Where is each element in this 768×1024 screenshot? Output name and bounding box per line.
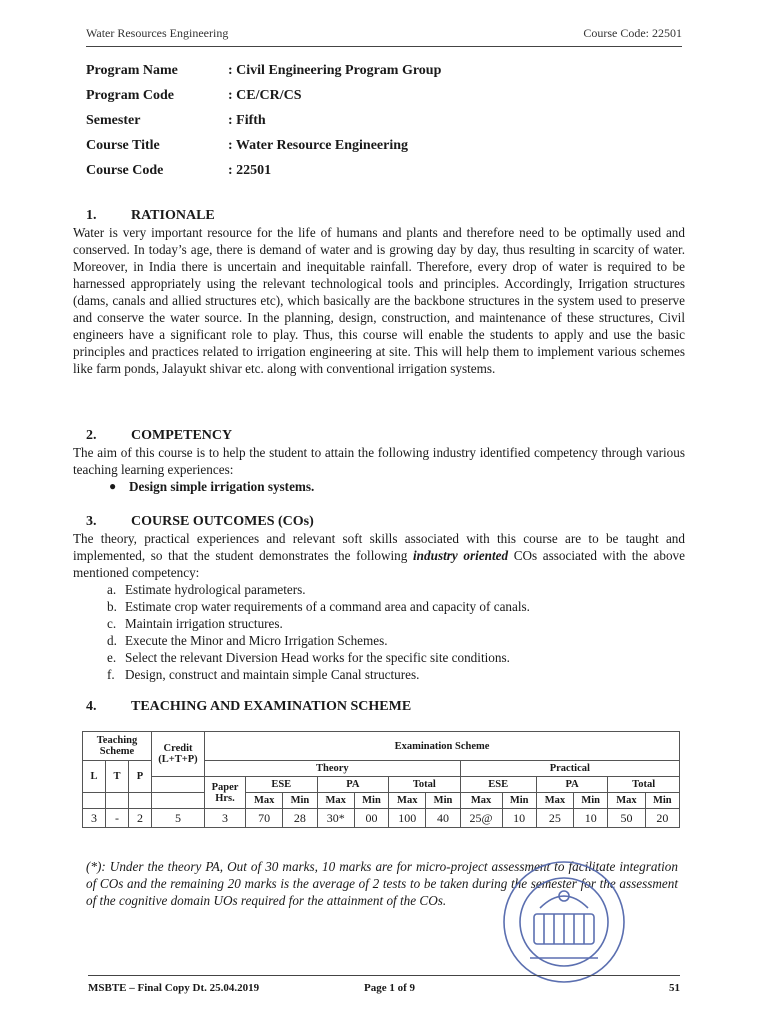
- list-item: [107, 649, 685, 666]
- scheme-heading: [73, 698, 685, 715]
- cell: 28: [283, 809, 317, 828]
- cell: 3: [83, 809, 106, 828]
- th-theory-total: Total: [389, 777, 461, 793]
- th-max: Max: [536, 793, 573, 809]
- info-value: : Fifth: [228, 113, 266, 128]
- cell: 10: [574, 809, 608, 828]
- info-value: : Civil Engineering Program Group: [228, 63, 442, 78]
- footer-doc-page: 51: [669, 982, 680, 994]
- th-max: Max: [246, 793, 283, 809]
- scheme-note: (*): Under the theory PA, Out of 30 marks, 10 marks are for micro-project assessment to facilitate integration of COs and the remaining 20 marks is the average of 2 tests to be taken during the semester for the assessment of the cognitive domain UOs required for the attainment of the COs.: [86, 859, 678, 909]
- th-max: Max: [389, 793, 426, 809]
- th-practical: Practical: [460, 761, 679, 777]
- page-header: [86, 26, 682, 47]
- cell: 100: [389, 809, 426, 828]
- info-key: Course Code: [86, 163, 164, 178]
- list-item: [107, 615, 685, 632]
- program-row: [86, 163, 686, 188]
- page-footer: [88, 975, 680, 998]
- th-spacer: [129, 793, 152, 809]
- section-title: COURSE OUTCOMES (COs): [131, 514, 314, 529]
- msbte-seal-icon: [500, 858, 628, 986]
- competency-text: The aim of this course is to help the student to attain the following industry identified competency through various teaching learning experiences:: [73, 445, 685, 477]
- th-theory: Theory: [205, 761, 461, 777]
- cell: 10: [502, 809, 536, 828]
- th-max: Max: [608, 793, 645, 809]
- program-row: [86, 88, 686, 113]
- list-item: [107, 581, 685, 598]
- list-letter: a.: [107, 582, 117, 597]
- th-examination-scheme: Examination Scheme: [205, 732, 680, 761]
- section-title: TEACHING AND EXAMINATION SCHEME: [131, 699, 412, 714]
- th-min: Min: [502, 793, 536, 809]
- list-text: Design, construct and maintain simple Canal structures.: [125, 667, 420, 682]
- section-number: 3.: [86, 514, 97, 529]
- bullet-text: Design simple irrigation systems.: [129, 479, 315, 494]
- section-title: COMPETENCY: [131, 428, 233, 443]
- cell: 00: [354, 809, 388, 828]
- th-max: Max: [317, 793, 354, 809]
- list-item: [107, 598, 685, 615]
- list-letter: f.: [107, 667, 115, 682]
- cell: 20: [645, 809, 679, 828]
- cell: 30*: [317, 809, 354, 828]
- cell: 40: [426, 809, 460, 828]
- header-title: Water Resources Engineering: [86, 26, 229, 40]
- list-text: Maintain irrigation structures.: [125, 616, 283, 631]
- cell: 2: [129, 809, 152, 828]
- info-key: Program Name: [86, 63, 178, 78]
- th-min: Min: [426, 793, 460, 809]
- outcomes-heading: [73, 513, 685, 530]
- rationale-section: [73, 207, 685, 377]
- th-practical-total: Total: [608, 777, 680, 793]
- cell: 3: [205, 809, 246, 828]
- th-paper-hrs: Paper Hrs.: [205, 777, 246, 809]
- cell: 5: [152, 809, 205, 828]
- th-practical-pa: PA: [536, 777, 608, 793]
- section-title: RATIONALE: [131, 208, 215, 223]
- outcomes-text-b: COs associated with the above mentioned competency:: [73, 548, 685, 580]
- outcomes-text-emphasis: industry oriented: [413, 548, 509, 563]
- program-info: [86, 63, 686, 188]
- outcomes-list: [73, 581, 685, 683]
- list-letter: c.: [107, 616, 117, 631]
- scheme-table: [82, 731, 680, 828]
- th-l: L: [83, 761, 106, 793]
- list-item: [107, 632, 685, 649]
- th-max: Max: [460, 793, 502, 809]
- section-number: 4.: [86, 699, 97, 714]
- info-key: Semester: [86, 113, 141, 128]
- list-letter: d.: [107, 633, 117, 648]
- list-text: Estimate crop water requirements of a command area and capacity of canals.: [125, 599, 530, 614]
- outcomes-text-a: The theory, practical experiences and relevant soft skills associated with this course are to be taught and implemented, so that the student demonstrates the following: [73, 531, 685, 563]
- th-t: T: [106, 761, 129, 793]
- th-min: Min: [574, 793, 608, 809]
- th-spacer: [152, 793, 205, 809]
- info-value: : Water Resource Engineering: [228, 138, 409, 153]
- th-theory-pa: PA: [317, 777, 389, 793]
- bullet-icon: ●: [109, 479, 117, 493]
- info-value: : CE/CR/CS: [228, 88, 302, 103]
- competency-heading: [73, 427, 685, 444]
- header-course-code: Course Code: 22501: [583, 26, 682, 40]
- footer-copy-date: MSBTE – Final Copy Dt. 25.04.2019: [88, 982, 260, 994]
- info-key: Course Title: [86, 138, 160, 153]
- rationale-heading: [73, 207, 685, 224]
- th-credit-spacer: [152, 777, 205, 793]
- list-text: Estimate hydrological parameters.: [125, 582, 306, 597]
- list-text: Execute the Minor and Micro Irrigation Schemes.: [125, 633, 388, 648]
- competency-section: [73, 427, 685, 495]
- th-p: P: [129, 761, 152, 793]
- list-letter: e.: [107, 650, 117, 665]
- info-value: : 22501: [228, 163, 272, 178]
- th-min: Min: [354, 793, 388, 809]
- list-text: Select the relevant Diversion Head works for the specific site conditions.: [125, 650, 510, 665]
- th-spacer: [106, 793, 129, 809]
- th-teaching-scheme: Teaching Scheme: [83, 732, 152, 761]
- th-credit: Credit (L+T+P): [152, 732, 205, 777]
- cell: 50: [608, 809, 645, 828]
- cell: -: [106, 809, 129, 828]
- th-theory-ese: ESE: [246, 777, 318, 793]
- th-min: Min: [645, 793, 679, 809]
- program-row: [86, 63, 686, 88]
- cell: 70: [246, 809, 283, 828]
- list-item: [107, 666, 685, 683]
- list-letter: b.: [107, 599, 117, 614]
- competency-bullet: [73, 478, 685, 495]
- th-practical-ese: ESE: [460, 777, 536, 793]
- cell: 25@: [460, 809, 502, 828]
- scheme-section: [73, 698, 685, 715]
- section-number: 2.: [86, 428, 97, 443]
- table-row: [83, 809, 680, 828]
- info-key: Program Code: [86, 88, 174, 103]
- footer-page-number: Page 1 of 9: [364, 982, 416, 994]
- outcomes-text: [73, 530, 685, 581]
- th-spacer: [83, 793, 106, 809]
- outcomes-section: [73, 513, 685, 683]
- rationale-text: Water is very important resource for the life of humans and plants and therefore need to be optimally used and conserved. In today’s age, there is demand of water and is growing day by day, thus resulting in scarcity of water. Moreover, in India there is uncertain and inequitable rainfall. Therefore, every drop of water is required to be harnessed appropriately using the relevant technological tools and principles. Accordingly, Irrigation structures (dams, canals and allied structures etc), which basically are the backbone structures in the system used to preserve and conserve the water source. In the planning, design, construction, and maintenance of these structures, Civil engineers have a significant role to play. Thus, this course will enable the students to apply and use the basic principles and practices related to irrigation engineering at site. This will help them to implement various schemes like farm ponds, Jalayukt shivar etc. along with conventional irrigation systems.: [73, 225, 685, 376]
- cell: 25: [536, 809, 573, 828]
- th-min: Min: [283, 793, 317, 809]
- program-row: [86, 138, 686, 163]
- program-row: [86, 113, 686, 138]
- section-number: 1.: [86, 208, 97, 223]
